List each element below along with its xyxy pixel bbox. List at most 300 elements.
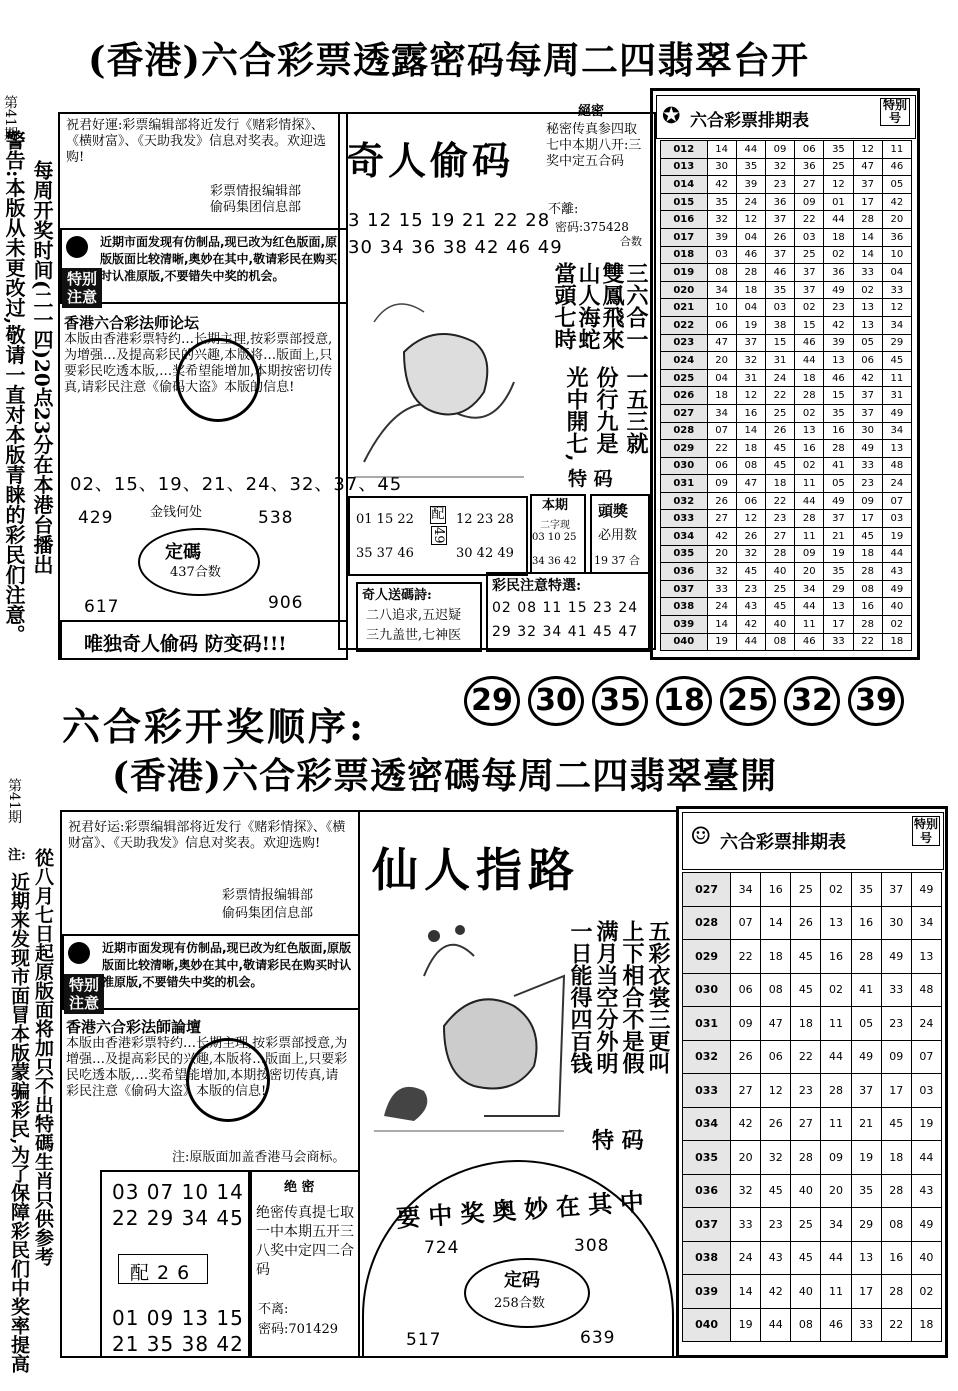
schedule-issue: 031 bbox=[661, 475, 708, 493]
schedule-number: 35 bbox=[851, 1174, 881, 1208]
schedule-number: 37 bbox=[824, 510, 853, 528]
schedule-row bbox=[661, 176, 912, 194]
top-caimin-title: 彩民注意特選: bbox=[492, 578, 582, 594]
schedule-issue: 035 bbox=[683, 1141, 731, 1175]
schedule-number: 26 bbox=[736, 528, 765, 546]
schedule-number: 22 bbox=[765, 387, 794, 405]
draw-ball: 32 bbox=[784, 676, 840, 726]
schedule-number: 18 bbox=[824, 228, 853, 246]
schedule-number: 04 bbox=[736, 299, 765, 317]
schedule-number: 37 bbox=[881, 873, 911, 907]
schedule-number: 03 bbox=[882, 510, 911, 528]
schedule-number: 22 bbox=[707, 440, 736, 458]
schedule-number: 13 bbox=[851, 1241, 881, 1275]
schedule-number: 32 bbox=[731, 1174, 761, 1208]
schedule-issue: 016 bbox=[661, 211, 708, 229]
bomb-icon bbox=[66, 236, 88, 258]
schedule-number: 07 bbox=[911, 1040, 941, 1074]
schedule-issue: 021 bbox=[661, 299, 708, 317]
schedule-number: 32 bbox=[736, 352, 765, 370]
poem-col: 份行九是 bbox=[593, 366, 619, 454]
schedule-number: 28 bbox=[853, 211, 882, 229]
schedule-number: 34 bbox=[707, 281, 736, 299]
bottom-note2: 從八月七日起原版面将加只不出特碼生肖只供参考 bbox=[32, 848, 54, 1266]
bottom-panel-title: 仙人指路 bbox=[372, 843, 580, 897]
schedule-issue: 027 bbox=[661, 404, 708, 422]
schedule-number: 41 bbox=[824, 457, 853, 475]
schedule-number: 49 bbox=[911, 1208, 941, 1242]
schedule-number: 20 bbox=[795, 563, 824, 581]
schedule-row bbox=[661, 528, 912, 546]
schedule-number: 34 bbox=[795, 580, 824, 598]
schedule-number: 45 bbox=[761, 1174, 791, 1208]
schedule-number: 22 bbox=[881, 1308, 911, 1342]
top-issue-tag: 第41期 bbox=[2, 95, 18, 141]
schedule-number: 43 bbox=[761, 1241, 791, 1275]
schedule-number: 14 bbox=[853, 246, 882, 264]
schedule-number: 28 bbox=[853, 563, 882, 581]
schedule-number: 34 bbox=[731, 873, 761, 907]
schedule-number: 49 bbox=[882, 580, 911, 598]
schedule-number: 30 bbox=[881, 906, 911, 940]
bottom-arc-text: 要中奖奥妙在其中 bbox=[395, 1186, 653, 1233]
schedule-number: 11 bbox=[821, 1007, 851, 1041]
schedule-number: 12 bbox=[736, 387, 765, 405]
schedule-number: 41 bbox=[851, 973, 881, 1007]
schedule-number: 23 bbox=[736, 580, 765, 598]
top-wheel-tr: 538 bbox=[258, 508, 294, 528]
schedule-number: 35 bbox=[824, 563, 853, 581]
schedule-number: 06 bbox=[707, 457, 736, 475]
schedule-number: 26 bbox=[761, 1107, 791, 1141]
schedule-issue: 034 bbox=[683, 1107, 731, 1141]
schedule-issue: 032 bbox=[683, 1040, 731, 1074]
bottom-ding-label: 定码 bbox=[504, 1270, 540, 1291]
schedule-number: 35 bbox=[824, 404, 853, 422]
bottom-schedule-title: 六合彩票排期表 bbox=[720, 832, 846, 853]
schedule-number: 09 bbox=[707, 475, 736, 493]
schedule-number: 21 bbox=[851, 1107, 881, 1141]
schedule-issue: 028 bbox=[661, 422, 708, 440]
top-benqi-sub: 二字现 bbox=[540, 520, 570, 531]
schedule-row bbox=[661, 616, 912, 634]
schedule-number: 18 bbox=[791, 1007, 821, 1041]
schedule-number: 42 bbox=[731, 1107, 761, 1141]
schedule-issue: 040 bbox=[683, 1308, 731, 1342]
bottom-te-ma: 特 码 bbox=[592, 1128, 644, 1154]
schedule-number: 49 bbox=[881, 940, 911, 974]
schedule-number: 03 bbox=[795, 228, 824, 246]
schedule-number: 25 bbox=[765, 580, 794, 598]
schedule-row bbox=[683, 1275, 942, 1309]
schedule-number: 32 bbox=[765, 158, 794, 176]
poem-col: 满月当空分外明 bbox=[593, 920, 619, 1074]
top-benqi-nums2: 34 36 42 bbox=[532, 556, 577, 567]
schedule-number: 18 bbox=[911, 1308, 941, 1342]
schedule-number: 03 bbox=[765, 299, 794, 317]
schedule-issue: 029 bbox=[661, 440, 708, 458]
schedule-number: 14 bbox=[853, 228, 882, 246]
schedule-number: 13 bbox=[821, 906, 851, 940]
schedule-number: 23 bbox=[881, 1007, 911, 1041]
top-wheel-tl: 429 bbox=[78, 508, 114, 528]
schedule-issue: 022 bbox=[661, 316, 708, 334]
schedule-number: 28 bbox=[824, 440, 853, 458]
top-code-row2: 30 34 36 38 42 46 49 bbox=[348, 237, 563, 258]
schedule-number: 45 bbox=[736, 563, 765, 581]
schedule-number: 28 bbox=[765, 545, 794, 563]
schedule-number: 02 bbox=[882, 616, 911, 634]
schedule-number: 46 bbox=[882, 158, 911, 176]
schedule-number: 32 bbox=[761, 1141, 791, 1175]
top-pei-left1: 01 15 22 bbox=[356, 512, 414, 527]
schedule-number: 04 bbox=[736, 228, 765, 246]
schedule-number: 06 bbox=[761, 1040, 791, 1074]
top-greeting: 祝君好運:彩票编辑部将近发行《赌彩情探》、《横财富》、《天助我发》信息对奖表。欢迎选购! bbox=[66, 118, 327, 165]
bottom-secret-code: 密码:701429 bbox=[258, 1322, 339, 1337]
schedule-number: 22 bbox=[853, 633, 882, 651]
schedule-number: 09 bbox=[765, 141, 794, 159]
bottom-wheel-bl: 517 bbox=[406, 1330, 442, 1350]
bottom-poem bbox=[566, 920, 670, 1130]
schedule-number: 02 bbox=[821, 873, 851, 907]
schedule-number: 16 bbox=[851, 906, 881, 940]
schedule-row bbox=[683, 1308, 942, 1342]
schedule-number: 49 bbox=[824, 492, 853, 510]
schedule-number: 28 bbox=[795, 510, 824, 528]
schedule-number: 24 bbox=[736, 193, 765, 211]
bottom-secret-head: 绝 密 bbox=[284, 1180, 315, 1195]
schedule-number: 40 bbox=[791, 1174, 821, 1208]
top-ding-label: 定碼 bbox=[165, 542, 201, 563]
schedule-row bbox=[661, 475, 912, 493]
schedule-number: 43 bbox=[911, 1174, 941, 1208]
schedule-row bbox=[661, 369, 912, 387]
schedule-number: 22 bbox=[791, 1040, 821, 1074]
schedule-number: 44 bbox=[882, 545, 911, 563]
schedule-number: 37 bbox=[853, 176, 882, 194]
schedule-row bbox=[661, 440, 912, 458]
schedule-number: 33 bbox=[851, 1308, 881, 1342]
schedule-number: 07 bbox=[882, 492, 911, 510]
schedule-number: 03 bbox=[707, 246, 736, 264]
racing-seal-icon bbox=[176, 338, 260, 422]
schedule-row bbox=[661, 492, 912, 510]
schedule-number: 27 bbox=[765, 528, 794, 546]
schedule-issue: 020 bbox=[661, 281, 708, 299]
schedule-number: 16 bbox=[881, 1241, 911, 1275]
schedule-row bbox=[661, 404, 912, 422]
schedule-number: 18 bbox=[853, 545, 882, 563]
schedule-number: 23 bbox=[853, 475, 882, 493]
schedule-number: 02 bbox=[795, 404, 824, 422]
schedule-number: 18 bbox=[761, 940, 791, 974]
schedule-number: 12 bbox=[824, 176, 853, 194]
schedule-number: 37 bbox=[765, 211, 794, 229]
schedule-number: 42 bbox=[882, 193, 911, 211]
bottom-illustration bbox=[364, 916, 574, 1146]
schedule-number: 15 bbox=[824, 387, 853, 405]
schedule-number: 16 bbox=[821, 940, 851, 974]
schedule-number: 27 bbox=[795, 176, 824, 194]
schedule-number: 12 bbox=[761, 1074, 791, 1108]
schedule-number: 17 bbox=[881, 1074, 911, 1108]
schedule-row bbox=[661, 228, 912, 246]
schedule-row bbox=[661, 299, 912, 317]
bottom-nums-row4: 21 35 38 42 bbox=[112, 1332, 244, 1356]
schedule-issue: 019 bbox=[661, 264, 708, 282]
schedule-number: 05 bbox=[824, 475, 853, 493]
schedule-issue: 014 bbox=[661, 176, 708, 194]
schedule-row bbox=[661, 264, 912, 282]
schedule-number: 25 bbox=[824, 158, 853, 176]
bottom-schedule-special: 特别号 bbox=[913, 817, 938, 845]
schedule-number: 42 bbox=[824, 316, 853, 334]
schedule-number: 04 bbox=[707, 369, 736, 387]
poem-col: 五彩衣裳三更叫 bbox=[645, 920, 671, 1074]
schedule-number: 21 bbox=[824, 528, 853, 546]
schedule-number: 46 bbox=[821, 1308, 851, 1342]
schedule-number: 45 bbox=[881, 1107, 911, 1141]
schedule-number: 13 bbox=[795, 422, 824, 440]
schedule-issue: 015 bbox=[661, 193, 708, 211]
schedule-row bbox=[661, 158, 912, 176]
schedule-number: 36 bbox=[824, 264, 853, 282]
schedule-number: 46 bbox=[824, 369, 853, 387]
schedule-number: 46 bbox=[795, 633, 824, 651]
schedule-issue: 017 bbox=[661, 228, 708, 246]
schedule-number: 09 bbox=[853, 492, 882, 510]
bottom-secret-code-label: 不离: bbox=[258, 1302, 289, 1317]
schedule-number: 36 bbox=[765, 193, 794, 211]
top-illustration bbox=[344, 262, 534, 492]
schedule-number: 23 bbox=[791, 1074, 821, 1108]
schedule-issue: 025 bbox=[661, 369, 708, 387]
schedule-row bbox=[661, 334, 912, 352]
schedule-number: 40 bbox=[765, 616, 794, 634]
schedule-number: 17 bbox=[851, 1275, 881, 1309]
schedule-row bbox=[661, 193, 912, 211]
draw-order-balls bbox=[464, 676, 958, 730]
clown-icon: ☺ bbox=[690, 822, 712, 850]
top-pei-right2: 30 42 49 bbox=[456, 546, 514, 561]
schedule-number: 26 bbox=[765, 422, 794, 440]
schedule-number: 07 bbox=[707, 422, 736, 440]
schedule-number: 32 bbox=[736, 545, 765, 563]
schedule-number: 25 bbox=[791, 873, 821, 907]
schedule-number: 19 bbox=[824, 545, 853, 563]
schedule-number: 06 bbox=[731, 973, 761, 1007]
schedule-number: 44 bbox=[761, 1308, 791, 1342]
schedule-number: 37 bbox=[795, 264, 824, 282]
bottom-greeting: 祝君好运:彩票编辑部将近发行《赌彩情探》、《横财富》、《天助我发》信息对奖表。欢迎选购! bbox=[68, 820, 346, 851]
schedule-number: 24 bbox=[882, 475, 911, 493]
schedule-number: 16 bbox=[853, 598, 882, 616]
schedule-issue: 030 bbox=[661, 457, 708, 475]
schedule-number: 35 bbox=[765, 281, 794, 299]
schedule-number: 25 bbox=[795, 246, 824, 264]
schedule-row bbox=[661, 387, 912, 405]
schedule-number: 11 bbox=[821, 1107, 851, 1141]
schedule-number: 18 bbox=[707, 387, 736, 405]
schedule-issue: 036 bbox=[661, 563, 708, 581]
schedule-number: 15 bbox=[795, 316, 824, 334]
schedule-number: 08 bbox=[881, 1208, 911, 1242]
schedule-number: 18 bbox=[882, 633, 911, 651]
schedule-number: 23 bbox=[765, 510, 794, 528]
schedule-number: 49 bbox=[851, 1040, 881, 1074]
schedule-number: 45 bbox=[765, 440, 794, 458]
ox-sketch-icon bbox=[364, 916, 574, 1146]
star-icon: ✪ bbox=[662, 104, 681, 129]
schedule-number: 08 bbox=[765, 633, 794, 651]
bottom-note-label: 注: bbox=[8, 848, 26, 863]
schedule-number: 16 bbox=[736, 404, 765, 422]
schedule-number: 28 bbox=[853, 616, 882, 634]
top-benqi-title: 本期 bbox=[542, 498, 569, 513]
schedule-number: 39 bbox=[707, 228, 736, 246]
schedule-number: 42 bbox=[736, 616, 765, 634]
bottom-forum-text: 本版由香港彩票特约…长期主理,按彩票部授意,为增强…及提高彩民的兴趣,本版将…版面上,只要彩民吃透本版,…奖希望能增加,本期按密切传真,请彩民注意《偷码大盗》本版的信息! bbox=[66, 1036, 348, 1099]
schedule-number: 44 bbox=[795, 352, 824, 370]
schedule-number: 10 bbox=[707, 299, 736, 317]
schedule-number: 44 bbox=[795, 598, 824, 616]
schedule-number: 01 bbox=[824, 193, 853, 211]
top-send-l1: 二八追求,五迟疑 bbox=[366, 608, 462, 623]
top-slogan: 唯独奇人偷码 防变码!!! bbox=[84, 633, 287, 655]
top-schedule-table bbox=[660, 140, 912, 651]
schedule-number: 45 bbox=[853, 528, 882, 546]
schedule-row bbox=[661, 457, 912, 475]
schedule-issue: 040 bbox=[661, 633, 708, 651]
schedule-number: 11 bbox=[795, 528, 824, 546]
schedule-number: 22 bbox=[795, 211, 824, 229]
top-te-ma: 特 码 bbox=[568, 468, 613, 490]
schedule-number: 26 bbox=[765, 228, 794, 246]
schedule-number: 33 bbox=[882, 281, 911, 299]
schedule-number: 33 bbox=[824, 633, 853, 651]
schedule-number: 34 bbox=[882, 422, 911, 440]
schedule-issue: 033 bbox=[683, 1074, 731, 1108]
schedule-issue: 018 bbox=[661, 246, 708, 264]
schedule-row bbox=[683, 1040, 942, 1074]
schedule-number: 26 bbox=[791, 906, 821, 940]
schedule-number: 49 bbox=[853, 440, 882, 458]
schedule-number: 27 bbox=[791, 1107, 821, 1141]
schedule-issue: 028 bbox=[683, 906, 731, 940]
bottom-schedule-table bbox=[682, 872, 942, 1342]
schedule-number: 26 bbox=[731, 1040, 761, 1074]
top-secret-heshu: 合数 bbox=[620, 235, 642, 248]
bottom-wheel-tr: 308 bbox=[574, 1236, 610, 1256]
schedule-number: 33 bbox=[881, 973, 911, 1007]
schedule-number: 09 bbox=[795, 545, 824, 563]
schedule-number: 17 bbox=[824, 616, 853, 634]
bottom-nums-row1: 03 07 10 14 bbox=[112, 1180, 244, 1204]
schedule-number: 17 bbox=[853, 510, 882, 528]
schedule-number: 32 bbox=[707, 563, 736, 581]
schedule-number: 02 bbox=[821, 973, 851, 1007]
top-caimin-row2: 29 32 34 41 45 47 bbox=[492, 624, 639, 640]
bottom-nums-row3: 01 09 13 15 bbox=[112, 1306, 244, 1330]
schedule-number: 33 bbox=[853, 264, 882, 282]
schedule-number: 14 bbox=[731, 1275, 761, 1309]
top-special-text: 近期市面发现有仿制品,现已改为红色版面,原版版面比较清晰,奥妙在其中,敬请彩民在购买时认准原版,不要错失中奖的机会。 bbox=[100, 235, 338, 283]
draw-ball: 39 bbox=[848, 676, 904, 726]
schedule-number: 37 bbox=[765, 246, 794, 264]
schedule-issue: 026 bbox=[661, 387, 708, 405]
schedule-row bbox=[661, 598, 912, 616]
schedule-row bbox=[683, 1074, 942, 1108]
schedule-number: 07 bbox=[731, 906, 761, 940]
schedule-number: 08 bbox=[707, 264, 736, 282]
schedule-number: 44 bbox=[795, 492, 824, 510]
schedule-issue: 012 bbox=[661, 141, 708, 159]
schedule-number: 08 bbox=[761, 973, 791, 1007]
schedule-number: 44 bbox=[821, 1040, 851, 1074]
schedule-number: 29 bbox=[824, 580, 853, 598]
schedule-number: 25 bbox=[765, 404, 794, 422]
schedule-row bbox=[661, 510, 912, 528]
schedule-number: 28 bbox=[821, 1074, 851, 1108]
schedule-number: 40 bbox=[911, 1241, 941, 1275]
poem-col: 光中開七, bbox=[563, 366, 589, 462]
schedule-number: 13 bbox=[853, 299, 882, 317]
draw-ball: 25 bbox=[720, 676, 776, 726]
schedule-number: 28 bbox=[881, 1275, 911, 1309]
schedule-number: 05 bbox=[853, 334, 882, 352]
bomb-icon bbox=[68, 942, 90, 964]
schedule-number: 44 bbox=[824, 211, 853, 229]
schedule-row bbox=[661, 352, 912, 370]
top-pei-digits: 49 bbox=[431, 527, 446, 544]
schedule-number: 20 bbox=[731, 1141, 761, 1175]
schedule-number: 48 bbox=[882, 457, 911, 475]
schedule-number: 28 bbox=[795, 387, 824, 405]
schedule-row bbox=[683, 1141, 942, 1175]
schedule-number: 02 bbox=[853, 281, 882, 299]
schedule-number: 23 bbox=[765, 176, 794, 194]
schedule-issue: 032 bbox=[661, 492, 708, 510]
top-schedule-title: 六合彩票排期表 bbox=[690, 111, 809, 131]
schedule-number: 06 bbox=[707, 316, 736, 334]
schedule-number: 04 bbox=[882, 264, 911, 282]
schedule-number: 24 bbox=[765, 369, 794, 387]
schedule-number: 42 bbox=[853, 369, 882, 387]
schedule-number: 47 bbox=[736, 475, 765, 493]
schedule-number: 19 bbox=[911, 1107, 941, 1141]
schedule-number: 08 bbox=[853, 580, 882, 598]
schedule-number: 29 bbox=[851, 1208, 881, 1242]
schedule-number: 27 bbox=[707, 510, 736, 528]
schedule-number: 48 bbox=[911, 973, 941, 1007]
top-code-row1: 3 12 15 19 21 22 28 bbox=[348, 210, 551, 231]
schedule-number: 03 bbox=[911, 1074, 941, 1108]
poem-col: 當頭七時 bbox=[551, 262, 577, 350]
schedule-number: 34 bbox=[882, 316, 911, 334]
schedule-number: 14 bbox=[736, 422, 765, 440]
bottom-ding-value: 258合数 bbox=[494, 1296, 545, 1311]
schedule-number: 30 bbox=[707, 158, 736, 176]
schedule-issue: 038 bbox=[683, 1241, 731, 1275]
schedule-issue: 036 bbox=[683, 1174, 731, 1208]
top-secret-code-label: 不離: bbox=[548, 202, 579, 217]
bottom-headline: (香港)六合彩票透密碼每周二四翡翠臺開 bbox=[112, 755, 778, 797]
top-send-l2: 三九盖世,七神医 bbox=[366, 628, 462, 643]
schedule-number: 24 bbox=[731, 1241, 761, 1275]
schedule-number: 20 bbox=[882, 211, 911, 229]
schedule-row bbox=[661, 316, 912, 334]
